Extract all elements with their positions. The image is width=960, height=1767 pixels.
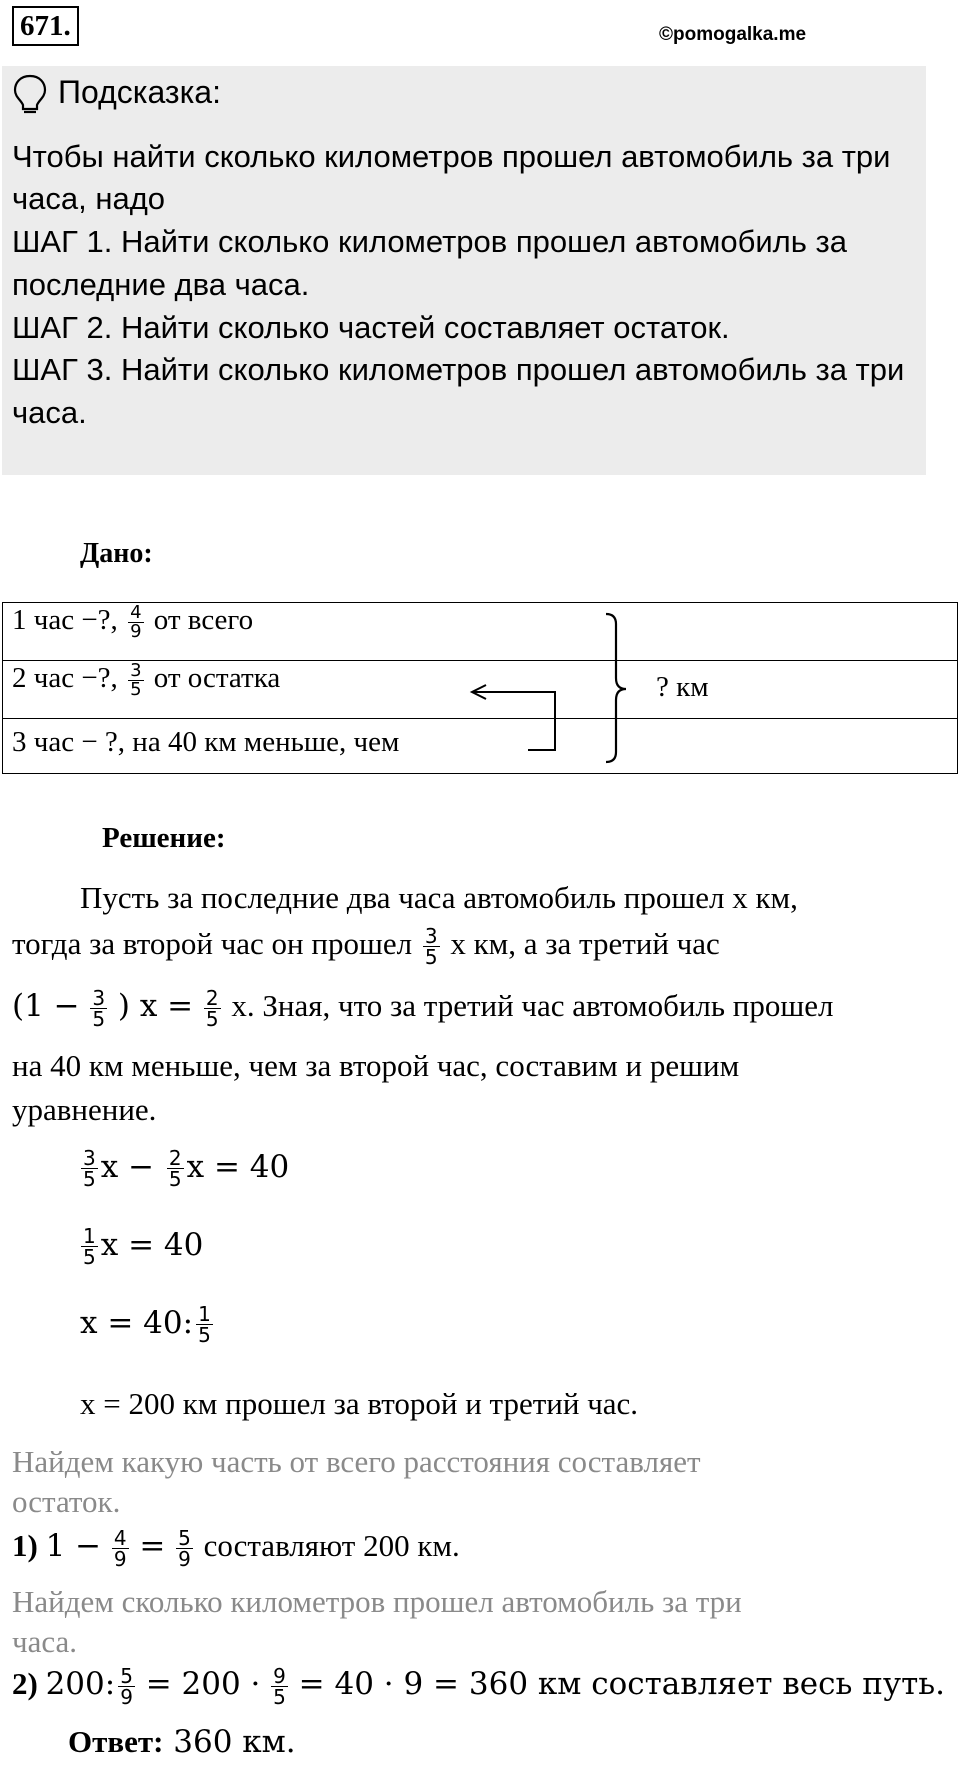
problem-number: 671.	[12, 6, 79, 46]
fraction-denominator: 5	[83, 1167, 96, 1191]
fraction	[196, 1304, 213, 1345]
explanation-gray: Найдем какую часть от всего расстояния составляет	[12, 1444, 701, 1479]
fraction-numerator: 5	[120, 1664, 133, 1689]
hint-step-1-text: Найти сколько километров прошел автомобиль за	[112, 224, 847, 259]
fraction-denominator: 9	[130, 621, 142, 642]
lightbulb-icon	[10, 72, 50, 121]
fraction	[204, 986, 221, 1032]
hint-step-3-label: ШАГ 3.	[12, 352, 113, 387]
math-segment: (1 −	[12, 988, 80, 1024]
step-label: 2)	[12, 1666, 38, 1701]
fraction-numerator: 3	[424, 924, 438, 949]
hint-step-2-text: Найти сколько частей составляет остаток.	[112, 310, 730, 345]
step-label: 1)	[12, 1528, 38, 1563]
solution-paragraph-line	[12, 924, 720, 970]
given-total: ? км	[656, 671, 709, 703]
right-brace	[606, 614, 626, 762]
fraction-denominator: 5	[83, 1245, 96, 1269]
fraction	[81, 1226, 98, 1267]
fraction-numerator: 2	[205, 986, 219, 1011]
hint-step-3-cont: часа.	[12, 395, 87, 430]
solution-title: Решение:	[102, 822, 226, 854]
hint-step-1-cont: последние два часа.	[12, 267, 310, 302]
fraction-numerator: 1	[83, 1224, 96, 1248]
fraction-numerator: 9	[273, 1664, 286, 1689]
hint-step-3-text: Найти сколько километров прошел автомобиль за три	[112, 352, 905, 387]
fraction	[423, 924, 440, 970]
text-segment: составляют 200 км.	[203, 1528, 460, 1563]
given-row-2-prefix: 2 час −?,	[12, 662, 118, 695]
hint-step-3	[12, 349, 904, 391]
answer-value: 360 км.	[163, 1724, 296, 1760]
fraction-denominator: 5	[198, 1323, 211, 1347]
math-segment: =	[139, 1528, 166, 1564]
watermark: ©pomogalka.me	[659, 24, 807, 45]
math-segment: ) x =	[117, 988, 194, 1024]
fraction	[271, 1664, 288, 1710]
given-row-2-suffix: от остатка	[153, 662, 281, 695]
explanation-gray: остаток.	[12, 1484, 121, 1519]
fraction	[167, 1148, 184, 1189]
math-segment: x −	[100, 1149, 155, 1185]
given-row-1-prefix: 1 час −?,	[12, 604, 118, 637]
step-2	[12, 1664, 945, 1710]
fraction-denominator: 5	[130, 679, 142, 700]
text-segment: тогда за второй час он прошел	[12, 926, 413, 961]
fraction	[81, 1148, 98, 1189]
fraction-denominator: 5	[424, 945, 438, 970]
fraction-denominator: 9	[120, 1685, 133, 1710]
fraction-denominator: 9	[178, 1547, 191, 1572]
solution-paragraph-line	[12, 986, 834, 1032]
fraction-denominator: 5	[205, 1007, 219, 1032]
given-arrows	[0, 600, 960, 780]
equation-3	[80, 1304, 216, 1345]
math-segment: x = 40	[186, 1149, 290, 1185]
equation-4: x = 200 км прошел за второй и третий час.	[80, 1386, 639, 1421]
hint-line-intro: Чтобы найти сколько километров прошел автомобиль за три	[12, 139, 891, 174]
hint-step-2-label: ШАГ 2.	[12, 310, 113, 345]
hint-step-2	[12, 307, 730, 349]
math-segment: = 200 ·	[145, 1666, 261, 1702]
solution-paragraph-line: уравнение.	[12, 1092, 157, 1127]
fraction-numerator: 3	[92, 986, 106, 1011]
hint-step-1	[12, 221, 847, 263]
fraction	[176, 1526, 193, 1572]
fraction-denominator: 9	[113, 1547, 127, 1572]
fraction	[90, 986, 107, 1032]
fraction-numerator: 3	[130, 660, 142, 681]
fraction-numerator: 4	[113, 1526, 127, 1551]
answer	[68, 1724, 296, 1760]
equation-2	[78, 1226, 203, 1267]
fraction-denominator: 5	[92, 1007, 106, 1032]
text-segment: x. Зная, что за третий час автомобиль прошел	[231, 988, 834, 1023]
math-segment: x = 40:	[80, 1305, 194, 1341]
fraction-numerator: 1	[198, 1302, 211, 1326]
fraction-numerator: 2	[168, 1146, 182, 1170]
given-row-1-suffix: от всего	[153, 604, 254, 637]
solution-paragraph-line: на 40 км меньше, чем за второй час, составим и решим	[12, 1048, 740, 1083]
fraction	[112, 1526, 129, 1572]
fraction-denominator: 5	[273, 1685, 286, 1710]
fraction-denominator: 5	[168, 1167, 182, 1191]
hint-line-intro-cont: часа, надо	[12, 181, 166, 216]
answer-label: Ответ:	[68, 1724, 164, 1759]
math-segment: 1 −	[45, 1528, 102, 1564]
solution-paragraph-line: Пусть за последние два часа автомобиль прошел x км,	[80, 880, 798, 915]
explanation-gray: часа.	[12, 1624, 77, 1659]
math-segment: = 40 · 9 = 360 км составляет весь путь.	[298, 1666, 945, 1702]
equation-1	[78, 1148, 289, 1189]
math-segment: x = 40	[100, 1227, 204, 1263]
text-segment: x км, а за третий час	[450, 926, 720, 961]
step-1	[12, 1526, 460, 1572]
given-row-3: 3 час − ?, на 40 км меньше, чем	[12, 726, 400, 758]
fraction-numerator: 5	[178, 1526, 191, 1551]
math-segment: 200:	[45, 1666, 116, 1702]
fraction	[118, 1664, 135, 1710]
explanation-gray: Найдем сколько километров прошел автомобиль за три	[12, 1584, 742, 1619]
fraction-numerator: 3	[83, 1146, 96, 1170]
hint-step-1-label: ШАГ 1.	[12, 224, 113, 259]
comparison-arrow	[472, 685, 555, 750]
fraction-numerator: 4	[130, 602, 142, 623]
hint-title: Подсказка:	[58, 74, 221, 110]
given-title: Дано:	[80, 538, 153, 569]
